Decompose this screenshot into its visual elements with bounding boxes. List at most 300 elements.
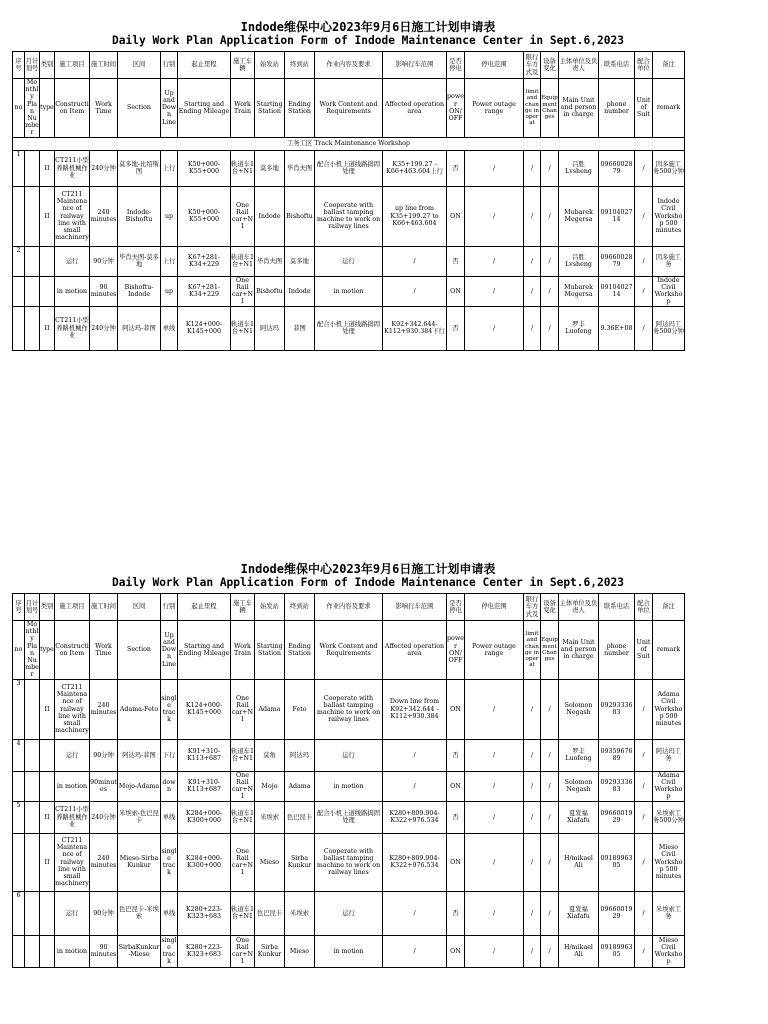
mileage-cell: K91+310-K113+687 bbox=[178, 771, 231, 801]
header-cn-person-in-charge: 主体单位及负责人 bbox=[559, 594, 599, 621]
limit-change-cell: / bbox=[524, 276, 541, 306]
header-en-ending-station: Ending Station bbox=[285, 621, 315, 680]
section-cell: Mieso-Sirba Kunkur bbox=[118, 833, 161, 891]
starting-station-cell: 色巴昆卡 bbox=[255, 891, 285, 935]
header-cn-limit-change: 限行车方式及 bbox=[524, 594, 541, 621]
construction-item-cell: CT211小型养路机械作业 bbox=[55, 801, 90, 833]
remark-cell: 因多施工务 bbox=[653, 246, 685, 276]
work-content-cell: 运行 bbox=[315, 246, 383, 276]
person-in-charge-cell: Solomon Negash bbox=[559, 771, 599, 801]
form-page-1 bbox=[12, 20, 684, 351]
header-en-work-train: Work Train bbox=[231, 621, 255, 680]
header-en-unit-of-suit: Unit of Suit bbox=[635, 621, 653, 680]
limit-change-cell: / bbox=[524, 246, 541, 276]
header-cn-power-status: 是否停电 bbox=[447, 594, 465, 621]
header-cn-work-train: 施工车辆 bbox=[231, 52, 255, 79]
affected-area-cell: Down line from K92+342.644 -K112+930.384 bbox=[383, 679, 447, 739]
power-status-cell: ON bbox=[447, 833, 465, 891]
work-train-cell: One Rail car+N1 bbox=[231, 679, 255, 739]
construction-item-cell: CT211小型养路机械作业 bbox=[55, 306, 90, 350]
header-cn-starting-station: 始发站 bbox=[255, 594, 285, 621]
form-title-cn: Indode维保中心2023年9月6日施工计划申请表 bbox=[240, 562, 496, 576]
limit-change-cell: / bbox=[524, 150, 541, 186]
limit-change-cell: / bbox=[524, 679, 541, 739]
remark-cell: Adama Civil Workshop 500 minutes bbox=[653, 679, 685, 739]
remark-cell: Adama Civil Workshop bbox=[653, 771, 685, 801]
unit-of-suit-cell: / bbox=[635, 306, 653, 350]
power-status-cell: ON bbox=[447, 679, 465, 739]
unit-of-suit-cell: / bbox=[635, 276, 653, 306]
ending-station-cell: 菲图 bbox=[285, 306, 315, 350]
header-en-section: Section bbox=[118, 621, 161, 680]
phone-number-cell: 0935967689 bbox=[599, 739, 635, 771]
header-cn-unit-of-suit: 配合单位 bbox=[635, 52, 653, 79]
starting-station-cell: Bishoftu bbox=[255, 276, 285, 306]
work-time-cell: 240 minutes bbox=[90, 679, 118, 739]
person-in-charge-cell: Solomon Negash bbox=[559, 679, 599, 739]
header-en-limit-change: limit and change in operat bbox=[524, 621, 541, 680]
header-cn-work-time: 施工时间 bbox=[90, 594, 118, 621]
plan-number-cell bbox=[25, 150, 40, 186]
mileage-cell: K280+223-K323+683 bbox=[178, 935, 231, 967]
header-en-affected-area: Affected operation area bbox=[383, 621, 447, 680]
header-cn-person-in-charge: 主体单位及负责人 bbox=[559, 52, 599, 79]
table-row bbox=[13, 801, 685, 833]
outage-range-cell: / bbox=[465, 679, 524, 739]
plan-number-cell bbox=[25, 679, 40, 739]
section-cell: Indode-Bishoftu bbox=[118, 186, 161, 246]
header-en-outage-range: Power outage range bbox=[465, 79, 524, 138]
work-train-cell: One Rail car+N1 bbox=[231, 936, 254, 966]
header-cn-ending-station: 终到站 bbox=[285, 52, 315, 79]
type-cell: II bbox=[40, 150, 55, 186]
equipment-change-cell: / bbox=[541, 771, 559, 801]
header-en-unit-of-suit: Unit of Suit bbox=[635, 79, 653, 138]
header-en-equipment-change: Equipment Changes bbox=[541, 621, 559, 680]
outage-range-cell: / bbox=[465, 739, 524, 771]
row-number-cell: 5 bbox=[13, 801, 25, 833]
table-row bbox=[13, 276, 685, 306]
outage-range-cell: / bbox=[465, 246, 524, 276]
equipment-change-cell: / bbox=[541, 801, 559, 833]
limit-change-cell: / bbox=[524, 771, 541, 801]
row-number-cell: 3 bbox=[13, 679, 25, 739]
person-in-charge-cell: 夏发福 Xiafafu bbox=[559, 801, 599, 833]
ending-station-cell: Mieso bbox=[285, 935, 315, 967]
affected-area-cell: / bbox=[383, 739, 447, 771]
power-status-cell: 否 bbox=[447, 891, 465, 935]
header-en-section: Section bbox=[118, 79, 161, 138]
work-time-cell: 90分钟 bbox=[90, 246, 118, 276]
work-time-cell: 90minutes bbox=[90, 771, 118, 801]
header-en-starting-station: Starting Station bbox=[255, 79, 285, 138]
header-cn-work-content: 作业内容及要求 bbox=[315, 594, 383, 621]
construction-item-cell: CT211小型养路机械作业 bbox=[55, 150, 90, 186]
header-en-line-direction: Up and Down Line bbox=[161, 621, 178, 680]
ending-station-cell: Bishoftu bbox=[285, 186, 315, 246]
header-en-row-number: no bbox=[13, 79, 25, 138]
header-en-person-in-charge: Main Unit and person in charge bbox=[559, 79, 599, 138]
header-cn-phone-number: 联系电话 bbox=[599, 52, 635, 79]
unit-of-suit-cell: / bbox=[635, 891, 653, 935]
header-cn-remark: 备注 bbox=[653, 594, 685, 621]
row-number-cell bbox=[13, 771, 25, 801]
work-content-cell: in motion bbox=[315, 771, 383, 801]
line-direction-cell: down bbox=[161, 771, 178, 801]
header-en-work-content: Work Content and Requirements bbox=[315, 621, 383, 680]
affected-area-cell: K35+199.27 -K66+463.604上行 bbox=[383, 150, 447, 186]
limit-change-cell: / bbox=[524, 739, 541, 771]
header-cn-affected-area: 影响行车范围 bbox=[383, 594, 447, 621]
work-time-cell: 90 minutes bbox=[90, 276, 118, 306]
person-in-charge-cell: 吕胜 Lvsheng bbox=[559, 150, 599, 186]
phone-number-cell: 0918996305 bbox=[599, 833, 635, 891]
type-cell: II bbox=[40, 801, 55, 833]
work-time-cell: 240 minutes bbox=[90, 833, 118, 891]
starting-station-cell: 米埃索 bbox=[255, 801, 285, 833]
mileage-cell: K50+000-K55+000 bbox=[178, 150, 231, 186]
plan-number-cell bbox=[25, 801, 40, 833]
phone-number-cell: 0966002879 bbox=[599, 246, 635, 276]
remark-cell: 阿达玛工务 bbox=[653, 739, 685, 771]
row-number-cell bbox=[13, 833, 25, 891]
affected-area-cell: / bbox=[383, 276, 447, 306]
equipment-change-cell: / bbox=[541, 246, 559, 276]
affected-area-cell: K92+342.644-K112+930.384下行 bbox=[383, 306, 447, 350]
mileage-cell: K124+000-K145+000 bbox=[178, 306, 231, 350]
work-time-cell: 90分钟 bbox=[90, 739, 118, 771]
affected-area-cell: / bbox=[383, 246, 447, 276]
mileage-cell: K67+281-K34+229 bbox=[178, 276, 231, 306]
work-train-cell: 轨道车1台+N1 bbox=[231, 891, 255, 935]
work-time-cell: 90 minutes bbox=[90, 935, 118, 967]
mileage-cell: K280+223-K323+683 bbox=[178, 891, 231, 935]
power-status-cell: ON bbox=[447, 186, 465, 246]
plan-number-cell bbox=[25, 306, 40, 350]
header-cn-work-content: 作业内容及要求 bbox=[315, 52, 383, 79]
header-en-person-in-charge: Main Unit and person in charge bbox=[559, 621, 599, 680]
phone-number-cell: 9.36E+08 bbox=[599, 306, 635, 350]
limit-change-cell: / bbox=[524, 801, 541, 833]
ending-station-cell: 米埃索 bbox=[285, 891, 315, 935]
person-in-charge-cell: Mubarek Megersa bbox=[559, 186, 599, 246]
header-cn-equipment-change: 设备变化 bbox=[541, 594, 559, 621]
starting-station-cell: 莫多地 bbox=[255, 150, 285, 186]
work-plan-table-2 bbox=[12, 593, 685, 968]
form-page-2 bbox=[12, 562, 684, 968]
header-cn-outage-range: 停电范围 bbox=[465, 594, 524, 621]
header-cn-mileage: 起止里程 bbox=[178, 52, 231, 79]
header-en-construction-item: Construction Item bbox=[55, 79, 90, 138]
header-en-remark: remark bbox=[653, 621, 685, 680]
header-cn-remark: 备注 bbox=[653, 52, 685, 79]
header-cn-mileage: 起止里程 bbox=[178, 594, 231, 621]
row-number-cell bbox=[13, 935, 25, 967]
header-cn-section: 区间 bbox=[118, 594, 161, 621]
equipment-change-cell: / bbox=[541, 935, 559, 967]
type-cell: II bbox=[40, 186, 55, 246]
row-number-cell: 2 bbox=[13, 246, 25, 276]
header-en-ending-station: Ending Station bbox=[285, 79, 315, 138]
affected-area-cell: K280+809.904-K322+976.534 bbox=[383, 833, 447, 891]
starting-station-cell: Mojo bbox=[255, 771, 285, 801]
header-en-work-content: Work Content and Requirements bbox=[315, 79, 383, 138]
header-en-limit-change: limit and change in operat bbox=[524, 79, 541, 138]
unit-of-suit-cell: / bbox=[635, 739, 653, 771]
header-en-phone-number: phone number bbox=[599, 621, 635, 680]
line-direction-cell: single track bbox=[161, 833, 178, 891]
construction-item-cell: 运行 bbox=[55, 246, 90, 276]
plan-number-cell bbox=[25, 935, 40, 967]
plan-number-cell bbox=[25, 833, 40, 891]
limit-change-cell: / bbox=[524, 186, 541, 246]
outage-range-cell: / bbox=[465, 276, 524, 306]
section-cell: Mojo-Adama bbox=[118, 771, 161, 801]
power-status-cell: 否 bbox=[447, 801, 465, 833]
mileage-cell: K124+000-K145+000 bbox=[178, 679, 231, 739]
affected-area-cell: up line from K35+199.27 to K66+463.604 bbox=[383, 186, 447, 246]
header-cn-construction-item: 施工项目 bbox=[55, 52, 90, 79]
header-cn-construction-item: 施工项目 bbox=[55, 594, 90, 621]
affected-area-cell: / bbox=[383, 935, 447, 967]
work-content-cell: 配合小机上道线路捣固处理 bbox=[315, 306, 383, 350]
mileage-cell: K284+000-K300+000 bbox=[178, 833, 231, 891]
header-en-mileage: Starting and Ending Mileage bbox=[178, 79, 231, 138]
header-en-row-number: no bbox=[13, 621, 25, 680]
remark-cell: Mieso Civil Workshop 500 minutes bbox=[653, 833, 685, 891]
affected-area-cell: K280+809.904-K322+976.534 bbox=[383, 801, 447, 833]
work-time-cell: 240 minutes bbox=[90, 186, 118, 246]
unit-of-suit-cell: / bbox=[635, 833, 653, 891]
type-cell: II bbox=[40, 833, 55, 891]
table-row bbox=[13, 891, 685, 935]
table-row bbox=[13, 186, 685, 246]
person-in-charge-cell: 罗丰 Luofeng bbox=[559, 306, 599, 350]
section-cell: Adama-Feto bbox=[118, 679, 161, 739]
outage-range-cell: / bbox=[465, 833, 524, 891]
starting-station-cell: Adama bbox=[255, 679, 285, 739]
work-plan-table-1 bbox=[12, 51, 685, 351]
work-train-cell: 轨道车1台+N1 bbox=[231, 306, 255, 350]
line-direction-cell: 下行 bbox=[161, 739, 178, 771]
header-en-construction-item: Construction Item bbox=[55, 621, 90, 680]
work-content-cell: in motion bbox=[315, 935, 383, 967]
header-cn-section: 区间 bbox=[118, 52, 161, 79]
header-en-phone-number: phone number bbox=[599, 79, 635, 138]
header-cn-ending-station: 终到站 bbox=[285, 594, 315, 621]
unit-of-suit-cell: / bbox=[635, 801, 653, 833]
person-in-charge-cell: 夏发福 Xiafafu bbox=[559, 891, 599, 935]
work-content-cell: in motion bbox=[315, 276, 383, 306]
section-cell: 毕肖夫图-莫多地 bbox=[118, 246, 161, 276]
equipment-change-cell: / bbox=[541, 833, 559, 891]
mileage-cell: K91+310-K113+687 bbox=[178, 739, 231, 771]
table-row bbox=[13, 679, 685, 739]
section-cell: 米埃索-色巴昆卡 bbox=[118, 801, 161, 833]
remark-cell: 米埃索工务500分钟 bbox=[653, 801, 685, 833]
header-cn-plan-number: 月计划号 bbox=[25, 594, 40, 621]
line-direction-cell: up bbox=[161, 276, 178, 306]
plan-number-cell bbox=[25, 739, 40, 771]
table-row bbox=[13, 306, 685, 350]
mileage-cell: K50+000-K55+000 bbox=[178, 186, 231, 246]
remark-cell: Indode Civil Workshop bbox=[653, 276, 685, 306]
row-number-cell: 6 bbox=[13, 891, 25, 935]
header-en-outage-range: Power outage range bbox=[465, 621, 524, 680]
starting-station-cell: 莫角 bbox=[255, 739, 285, 771]
limit-change-cell: / bbox=[524, 891, 541, 935]
type-cell bbox=[40, 739, 55, 771]
equipment-change-cell: / bbox=[541, 679, 559, 739]
type-cell bbox=[40, 935, 55, 967]
equipment-change-cell: / bbox=[541, 186, 559, 246]
header-en-affected-area: Affected operation area bbox=[383, 79, 447, 138]
type-cell: II bbox=[40, 306, 55, 350]
plan-number-cell bbox=[25, 186, 40, 246]
work-time-cell: 90分钟 bbox=[90, 891, 118, 935]
work-train-cell: 轨道车1台+N1 bbox=[231, 801, 255, 833]
equipment-change-cell: / bbox=[541, 306, 559, 350]
construction-item-cell: 运行 bbox=[55, 739, 90, 771]
work-train-cell: One Rail car+N1 bbox=[231, 771, 254, 801]
header-cn-type: 类别 bbox=[40, 52, 55, 79]
outage-range-cell: / bbox=[465, 186, 524, 246]
limit-change-cell: / bbox=[524, 833, 541, 891]
header-cn-phone-number: 联系电话 bbox=[599, 594, 635, 621]
remark-cell: 因多施工务500分钟 bbox=[653, 150, 685, 186]
table-row bbox=[13, 833, 685, 891]
line-direction-cell: 上行 bbox=[161, 150, 178, 186]
table-row bbox=[13, 150, 685, 186]
table-row bbox=[13, 246, 685, 276]
work-content-cell: 配合小机上道线路捣固处理 bbox=[315, 150, 383, 186]
section-cell: Bishoftu-Indode bbox=[118, 276, 161, 306]
section-cell: 莫多地-比绍斯图 bbox=[118, 150, 161, 186]
starting-station-cell: Indode bbox=[255, 186, 285, 246]
power-status-cell: ON bbox=[447, 276, 465, 306]
equipment-change-cell: / bbox=[541, 276, 559, 306]
starting-station-cell: 阿达玛 bbox=[255, 306, 285, 350]
work-time-cell: 240分钟 bbox=[90, 801, 118, 833]
header-en-work-time: Work Time bbox=[90, 79, 118, 138]
header-cn-work-time: 施工时间 bbox=[90, 52, 118, 79]
table-row bbox=[13, 935, 685, 967]
unit-of-suit-cell: / bbox=[635, 150, 653, 186]
header-cn-row-number: 序号 bbox=[13, 594, 25, 621]
header-en-remark: remark bbox=[653, 79, 685, 138]
phone-number-cell: 0918996305 bbox=[599, 935, 635, 967]
header-en-work-time: Work Time bbox=[90, 621, 118, 680]
construction-item-cell: 运行 bbox=[55, 891, 90, 935]
ending-station-cell: 莫多地 bbox=[285, 246, 315, 276]
mileage-cell: K67+281-K34+229 bbox=[178, 246, 231, 276]
power-status-cell: 否 bbox=[447, 739, 465, 771]
header-en-starting-station: Starting Station bbox=[255, 621, 285, 680]
phone-number-cell: 0966002879 bbox=[599, 150, 635, 186]
header-cn-line-direction: 行别 bbox=[161, 594, 178, 621]
line-direction-cell: single track bbox=[161, 936, 177, 966]
ending-station-cell: Feto bbox=[285, 679, 315, 739]
work-train-cell: 轨道车1台+N1 bbox=[231, 150, 255, 186]
person-in-charge-cell: 吕胜 Lvsheng bbox=[559, 246, 599, 276]
outage-range-cell: / bbox=[465, 306, 524, 350]
row-number-cell bbox=[13, 306, 25, 350]
construction-item-cell: in motion bbox=[55, 276, 90, 306]
outage-range-cell: / bbox=[465, 801, 524, 833]
work-content-cell: 运行 bbox=[315, 739, 383, 771]
remark-cell: Indode Civil Workshop 500 minutes bbox=[653, 186, 685, 246]
type-cell: II bbox=[40, 679, 55, 739]
work-content-cell: 运行 bbox=[315, 891, 383, 935]
equipment-change-cell: / bbox=[541, 739, 559, 771]
mileage-cell: K284+000-K300+000 bbox=[178, 801, 231, 833]
header-cn-equipment-change: 设备变化 bbox=[541, 52, 559, 79]
header-cn-type: 类别 bbox=[40, 594, 55, 621]
ending-station-cell: Indode bbox=[285, 276, 315, 306]
plan-number-cell bbox=[25, 771, 40, 801]
phone-number-cell: 0910402714 bbox=[599, 276, 635, 306]
person-in-charge-cell: H/mikael Ali bbox=[559, 833, 599, 891]
header-en-power-status: power ON/OFF bbox=[447, 79, 465, 138]
unit-of-suit-cell: / bbox=[635, 771, 653, 801]
ending-station-cell: Adama bbox=[285, 771, 315, 801]
form-title-cn: Indode维保中心2023年9月6日施工计划申请表 bbox=[240, 20, 496, 34]
header-cn-outage-range: 停电范围 bbox=[465, 52, 524, 79]
header-cn-plan-number: 月计划号 bbox=[25, 52, 40, 79]
phone-number-cell: 0929333683 bbox=[599, 679, 635, 739]
affected-area-cell: / bbox=[383, 891, 447, 935]
work-content-cell: Cooperate with ballast tamping machine to work on railway lines bbox=[315, 679, 383, 739]
header-cn-row-number: 序号 bbox=[13, 52, 25, 79]
phone-number-cell: 0966001929 bbox=[599, 801, 635, 833]
header-en-type: type bbox=[40, 79, 55, 138]
work-train-cell: 轨道车1台+N1 bbox=[231, 739, 255, 771]
form-title-en: Daily Work Plan Application Form of Indode Maintenance Center in Sept.6,2023 bbox=[112, 34, 624, 47]
work-train-cell: One Rail car+N1 bbox=[231, 276, 254, 306]
remark-cell: 阿达玛工务500分钟 bbox=[653, 306, 685, 350]
outage-range-cell: / bbox=[465, 891, 524, 935]
header-en-plan-number: Monthly Plan Number bbox=[25, 621, 39, 679]
power-status-cell: 否 bbox=[447, 150, 465, 186]
header-cn-line-direction: 行别 bbox=[161, 52, 178, 79]
construction-item-cell: CT211 Maintenance of railway line with small machinery bbox=[55, 186, 90, 246]
line-direction-cell: 单线 bbox=[161, 801, 178, 833]
header-en-power-status: power ON/OFF bbox=[447, 621, 465, 680]
section-cell: 阿达玛-菲图 bbox=[118, 306, 161, 350]
construction-item-cell: CT211 Maintenance of railway line with small machinery bbox=[55, 679, 90, 739]
table-row bbox=[13, 739, 685, 771]
row-number-cell: 4 bbox=[13, 739, 25, 771]
outage-range-cell: / bbox=[465, 150, 524, 186]
phone-number-cell: 0910402714 bbox=[599, 186, 635, 246]
work-time-cell: 240分钟 bbox=[90, 150, 118, 186]
affected-area-cell: / bbox=[383, 771, 447, 801]
equipment-change-cell: / bbox=[541, 891, 559, 935]
unit-of-suit-cell: / bbox=[635, 186, 653, 246]
row-number-cell: 1 bbox=[13, 150, 25, 186]
equipment-change-cell: / bbox=[541, 150, 559, 186]
section-cell: SirbaKunkur-Mieso bbox=[118, 935, 161, 967]
row-number-cell bbox=[13, 276, 25, 306]
starting-station-cell: Sirba Kunkur bbox=[255, 935, 285, 967]
work-time-cell: 240分钟 bbox=[90, 306, 118, 350]
header-en-line-direction: Up and Down Line bbox=[161, 79, 178, 138]
header-cn-affected-area: 影响行车范围 bbox=[383, 52, 447, 79]
table-row bbox=[13, 771, 685, 801]
power-status-cell: 否 bbox=[447, 246, 465, 276]
section-label: 工务工区 Track Maintenance Workshop bbox=[13, 137, 685, 150]
work-train-cell: 轨道车1台+N1 bbox=[231, 246, 255, 276]
